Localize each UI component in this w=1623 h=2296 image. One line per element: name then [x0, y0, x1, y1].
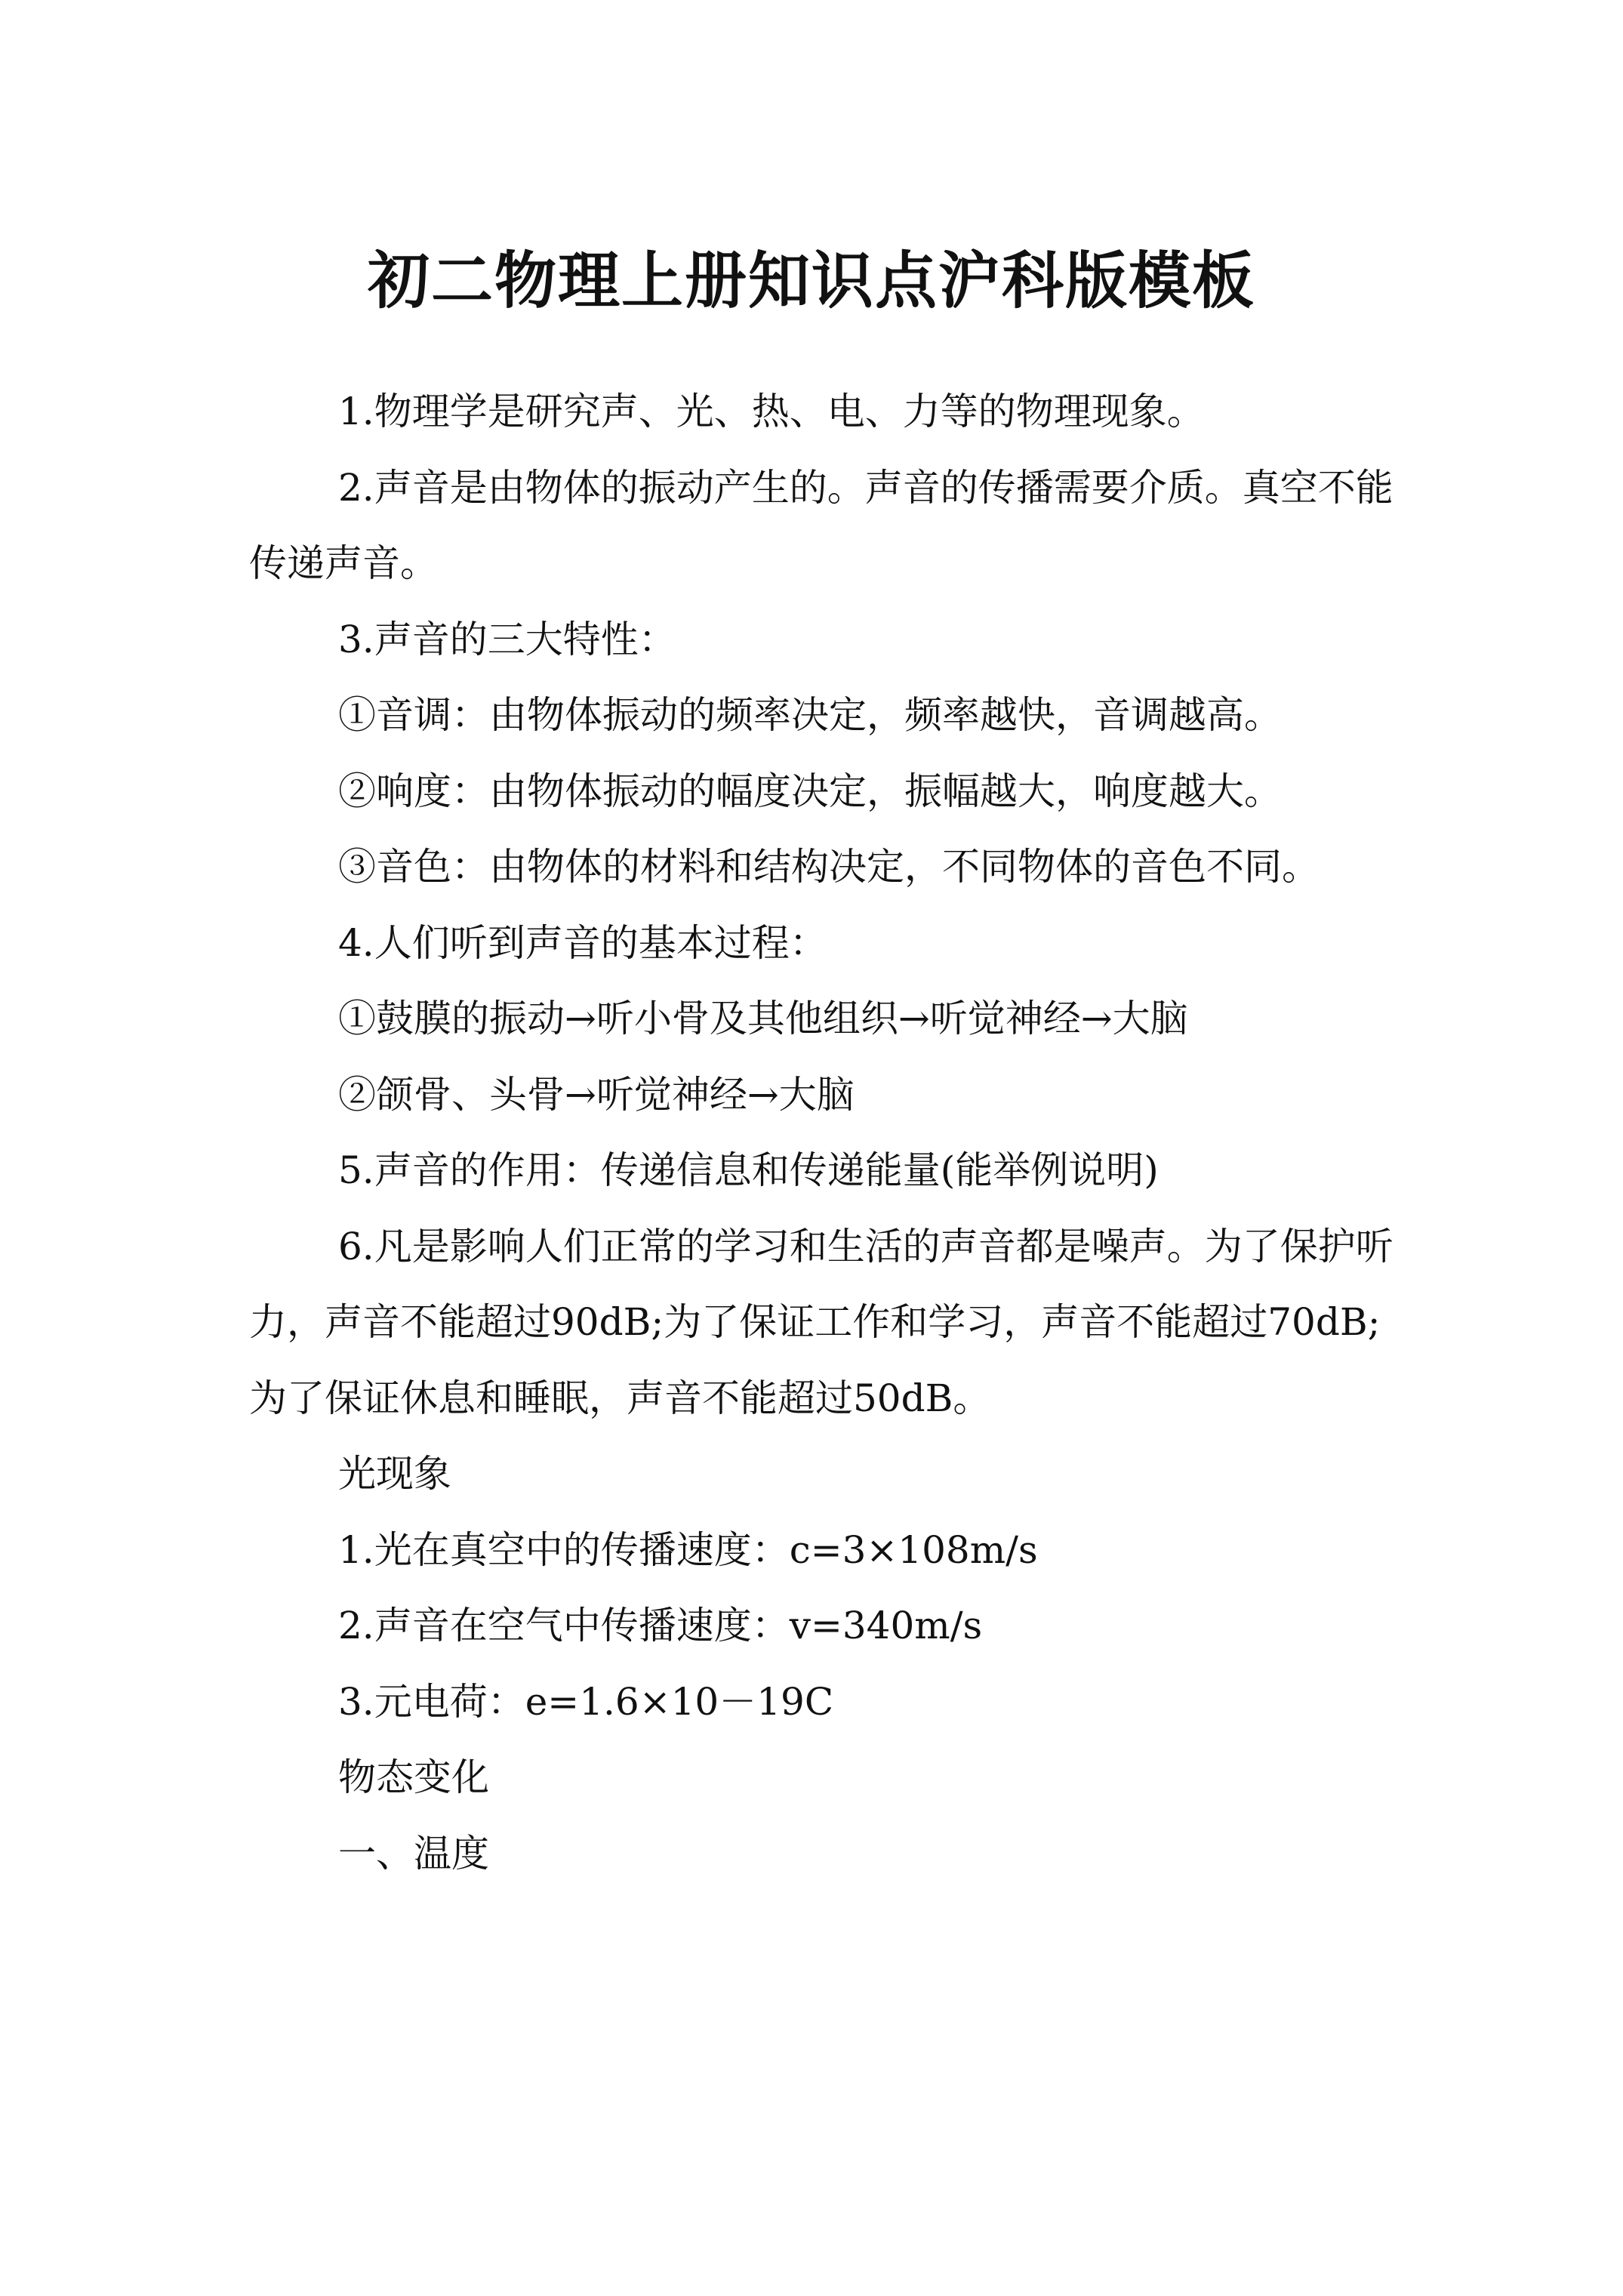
paragraph-light-speed: 1.光在真空中的传播速度：c=3×108m/s [338, 1527, 1038, 1572]
document-body [249, 374, 1404, 1891]
paragraph-hearing-process-heading: 4.人们听到声音的基本过程： [338, 920, 827, 965]
paragraph-pitch: ①音调：由物体振动的频率决定，频率越快，音调越高。 [338, 693, 1282, 737]
paragraph-hearing-process-air: ①鼓膜的振动→听小骨及其他组织→听觉神经→大脑 [338, 997, 1188, 1040]
section-heading-temperature: 一、温度 [338, 1831, 489, 1875]
paragraph-sound-uses: 5.声音的作用：传递信息和传递能量(能举例说明) [338, 1148, 1159, 1192]
paragraph-noise-limits: 6.凡是影响人们正常的学习和生活的声音都是噪声。为了保护听力，声音不能超过90dB;为了保证工作和学习，声音不能超过70dB;为了保证休息和睡眠，声音不能超过50dB。 [249, 1224, 1394, 1420]
paragraph-physics-definition: 1.物理学是研究声、光、热、电、力等的物理现象。 [338, 390, 1205, 433]
paragraph-sound-speed: 2.声音在空气中传播速度：v=340m/s [338, 1604, 983, 1647]
paragraph-sound-properties-heading: 3.声音的三大特性： [338, 617, 676, 661]
paragraph-elementary-charge: 3.元电荷：e=1.6×10－19C [338, 1679, 834, 1724]
paragraph-hearing-process-bone: ②颌骨、头骨→听觉神经→大脑 [338, 1072, 855, 1117]
section-heading-state-change: 物态变化 [338, 1755, 489, 1799]
paragraph-sound-production: 2.声音是由物体的振动产生的。声音的传播需要介质。真空不能传递声音。 [249, 465, 1394, 585]
paragraph-timbre: ③音色：由物体的材料和结构决定，不同物体的音色不同。 [338, 845, 1320, 889]
document-title: 初二物理上册知识点沪科版模板 [367, 244, 1255, 317]
section-heading-light: 光现象 [338, 1452, 451, 1496]
paragraph-loudness: ②响度：由物体振动的幅度决定，振幅越大，响度越大。 [338, 769, 1282, 813]
